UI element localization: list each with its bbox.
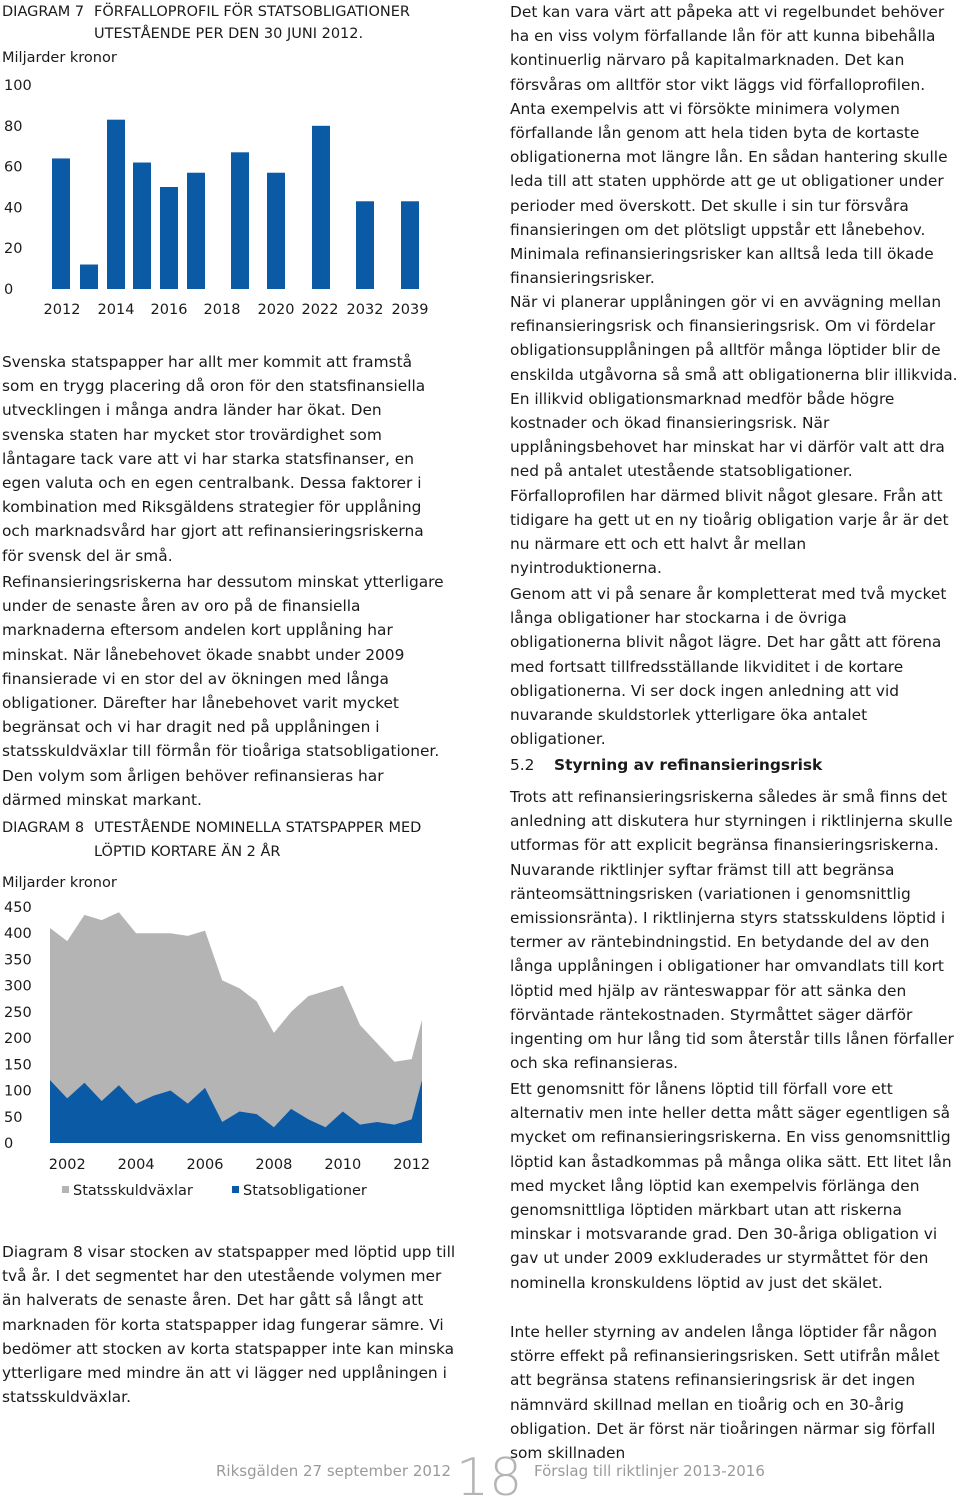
diagram8-ytick: 350 <box>4 952 32 969</box>
diagram7-ytick: 100 <box>4 78 32 94</box>
diagram7-ytick: 0 <box>4 282 14 298</box>
diagram7-xtick: 2018 <box>203 302 241 318</box>
section-number: 5.2 <box>510 756 535 774</box>
diagram7-ytick: 20 <box>4 241 23 258</box>
diagram8-ytick: 50 <box>4 1109 23 1126</box>
diagram8-chart <box>2 895 457 1200</box>
legend-swatch <box>232 1186 239 1193</box>
diagram8-xtick: 2010 <box>324 1157 362 1173</box>
diagram8-ytick: 250 <box>4 1004 32 1021</box>
left-paragraph-2: Refinansieringsriskerna har dessutom minskat ytterligare under de senaste åren av oro på de finansiella marknaderna eftersom andelen kort upplåning har minskat. När lånebehovet ökade snabbt under 2009 finansierade vi en stor del av ökningen med långa obligationer. Därefter har lånebehovet varit mycket begränsat och vi har dragit ned på upplåningen i statsskuldväxlar till förmån för tioåriga statsobligationer. Den volym som årligen behöver refinansieras har därmed minskat markant. <box>2 573 444 809</box>
diagram7-ytick: 60 <box>4 159 23 176</box>
diagram7-ytick: 40 <box>4 200 23 217</box>
right-paragraph-3: Genom att vi på senare år kompletterat med två mycket långa obligationer har stockarna i de övriga obligationerna blivit något lägre. Det har gått att förena med fortsatt tillfredsställande likviditet i de kortare obligationerna. Vi ser dock ingen anledning att vid nuvarande skuldstorlek ytterligare öka antalet obligationer. <box>510 585 947 749</box>
diagram8-ytick: 300 <box>4 978 32 995</box>
diagram7-bar <box>312 126 330 289</box>
page-number: 18 <box>456 1448 523 1508</box>
diagram7-bar <box>187 173 205 289</box>
diagram7-bar <box>52 158 70 289</box>
right-paragraph-2: När vi planerar upplåningen gör vi en avvägning mellan refinansieringsrisk och finansieringsrisk. Om vi fördelar obligationsupplåningen på alltför många löptider blir de enskilda utgåvorna så små att obligationerna blir illikvida. En illikvid obligationsmarknad medför både högre kostnader och ökad finansieringsrisk. När upplåningsbehovet har minskat har vi därför valt att dra ned på antalet utestående statsobligationer. Förfalloprofilen har därmed blivit något glesare. Från att tidigare ha gett ut en ny tioårig obligation varje år är det nu närmare ett och ett halvt år mellan nyintroduktionerna. <box>510 293 958 578</box>
diagram8-ytick: 150 <box>4 1057 32 1074</box>
diagram8-ytick: 200 <box>4 1031 32 1048</box>
left-paragraph-3: Diagram 8 visar stocken av statspapper med löptid upp till två år. I det segmentet har den utestående volymen mer än halverats de senaste åren. Det har gått så långt att marknaden för korta statspapper idag fungerar sämre. Vi bedömer att stocken av korta statspapper inte kan minska ytterligare med mindre än att vi lägger ned upplåningen i statsskuldväxlar. <box>2 1243 456 1407</box>
diagram8-title-line1: UTESTÅENDE NOMINELLA STATSPAPPER MED <box>94 820 422 836</box>
diagram7-number: DIAGRAM 7 <box>2 4 85 20</box>
footer-left: Riksgälden 27 september 2012 <box>216 1462 451 1480</box>
left-paragraph-1: Svenska statspapper har allt mer kommit att framstå som en trygg placering då oron för den statsfinansiella utvecklingen i många andra länder har ökat. Den svenska staten har mycket stor trovärdighet som låntagare tack vare att vi har starka statsfinanser, en egen valuta och en egen centralbank. Dessa faktorer i kombination med Riksgäldens strategier för upplåning och marknadsvård har gjort att refinansieringsriskerna för svensk del är små. <box>2 353 426 565</box>
diagram7-xtick: 2039 <box>391 302 429 318</box>
diagram7-chart <box>2 75 457 320</box>
diagram7-bar <box>133 163 151 289</box>
diagram7-xtick: 2014 <box>97 302 135 318</box>
diagram7-bar <box>401 201 419 289</box>
diagram8-ytick: 100 <box>4 1083 32 1100</box>
diagram7-ytick: 80 <box>4 118 23 135</box>
footer-right: Förslag till riktlinjer 2013-2016 <box>534 1462 765 1480</box>
diagram8-ytick: 450 <box>4 900 32 916</box>
diagram7-bar <box>80 265 98 289</box>
diagram8-xtick: 2008 <box>255 1157 293 1173</box>
section-title: Styrning av refinansieringsrisk <box>554 756 823 774</box>
legend-swatch <box>62 1186 69 1193</box>
right-paragraph-4: Trots att refinansieringsriskerna således är små finns det anledning att diskutera hur styrningen i riktlinjerna skulle utformas för att explicit begränsa finansieringsriskerna. Nuvarande riktlinjer syftar främst till att begränsa ränteomsättningsrisken (variationen i genomsnittlig emissionsränta). I riktlinjerna styrs statsskuldens löptid i termer av räntebindningstid. En betydande del av den långa upplåningen i obligationer har omvandlats till kort löptid med hjälp av ränteswappar för att sänka den förväntade räntekostnaden. Styrmåttet säger därför ingenting om hur lång tid som återstår tills lånen förfaller och ska refinansieras. <box>510 788 954 1073</box>
diagram7-unit: Miljarder kronor <box>2 50 117 66</box>
right-paragraph-6: Inte heller styrning av andelen långa löptider får någon större effekt på refinansieringsrisken. Sett utifrån målet att begränsa statens refinansieringsrisk är det ingen nämnvärd skillnad mellan en tioårig och en 30-årig obligation. Det är först när tioåringen närmar sig förfall som skillnaden <box>510 1323 940 1463</box>
diagram8-xtick: 2004 <box>117 1157 155 1173</box>
diagram7-xtick: 2020 <box>257 302 295 318</box>
diagram7-bar <box>356 201 374 289</box>
right-paragraph-1: Det kan vara värt att påpeka att vi regelbundet behöver ha en viss volym förfallande lån för att kunna bibehålla kontinuerlig närvaro på kapitalmarknaden. Det kan försvåras om alltför stor vikt läggs vid förfalloprofilen. Anta exempelvis att vi försökte minimera volymen förfallande lån genom att hela tiden byta de kortaste obligationerna mot längre lån. En sådan hantering skulle leda till att staten upphörde att ge ut obligationer under perioder med överskott. Det skulle i sin tur försvåra finansieringen om det plötsligt uppstår ett lånebehov. Minimala refinansieringsrisker kan alltså leda till ökade finansieringsrisker. <box>510 3 948 288</box>
diagram7-bar <box>267 173 285 289</box>
diagram7-title-line1: FÖRFALLOPROFIL FÖR STATSOBLIGATIONER <box>94 4 410 20</box>
diagram8-ytick: 0 <box>4 1136 14 1152</box>
diagram8-title-line2: LÖPTID KORTARE ÄN 2 ÅR <box>94 844 281 860</box>
diagram7-xtick: 2032 <box>346 302 384 318</box>
legend-label: Statsskuldväxlar <box>73 1183 193 1199</box>
diagram8-xtick: 2012 <box>393 1157 431 1173</box>
right-paragraph-5: Ett genomsnitt för lånens löptid till förfall vore ett alternativ men inte heller detta mått säger egentligen så mycket om refinansieringsriskerna. En viss genomsnittlig löptid kan åstadkommas på många olika sätt. Ett litet lån med mycket lång löptid kan exempelvis förlänga den genomsnittliga löptiden märkbart utan att riskerna minskar i motsvarande grad. Den 30-åriga obligation vi gav ut under 2009 exkluderades ur styrmåttet för den nominella kronskuldens löptid av just det skälet. <box>510 1080 952 1292</box>
diagram7-xtick: 2012 <box>43 302 81 318</box>
diagram8-heading <box>2 816 421 864</box>
diagram8-unit: Miljarder kronor <box>2 875 117 891</box>
diagram7-xtick: 2022 <box>301 302 339 318</box>
diagram8-xtick: 2006 <box>186 1157 224 1173</box>
diagram7-bar <box>107 120 125 289</box>
diagram8-ytick: 400 <box>4 926 32 943</box>
diagram8-xtick: 2002 <box>48 1157 86 1173</box>
diagram7-bar <box>160 187 178 289</box>
diagram7-title-line2: UTESTÅENDE PER DEN 30 JUNI 2012. <box>94 26 364 42</box>
diagram7-heading <box>2 0 410 48</box>
section-heading <box>510 756 822 774</box>
diagram7-bar <box>231 152 249 289</box>
diagram7-xtick: 2016 <box>150 302 188 318</box>
diagram8-number: DIAGRAM 8 <box>2 820 85 836</box>
legend-label: Statsobligationer <box>243 1183 367 1199</box>
